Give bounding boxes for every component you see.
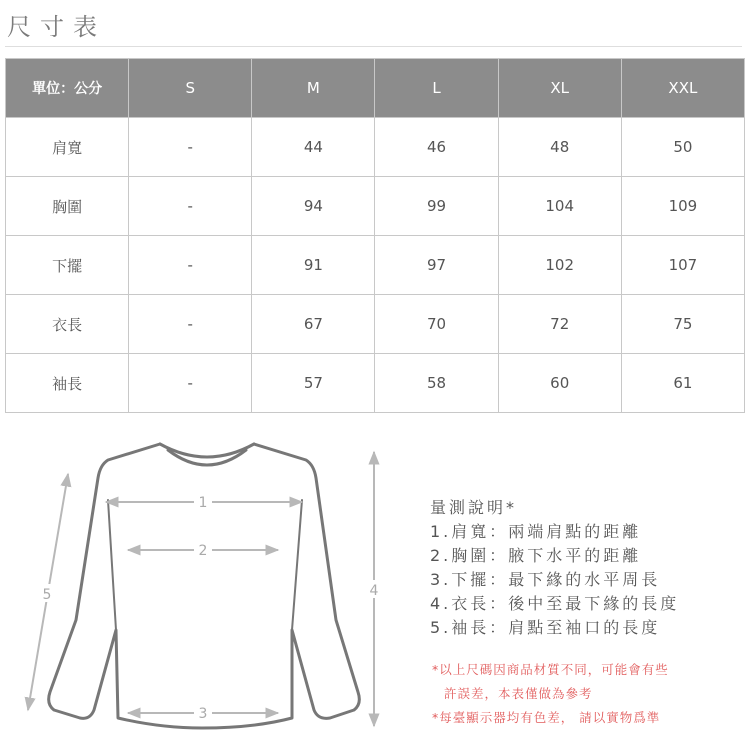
table-cell: 102 [498, 236, 621, 295]
table-cell: 75 [621, 295, 744, 354]
size-header: S [129, 59, 252, 118]
disclaimer-line: *以上尺碼因商品材質不同，可能會有些 [432, 662, 669, 677]
table-cell: 94 [252, 177, 375, 236]
table-cell: - [129, 354, 252, 413]
note-item: 1.肩寬：兩端肩點的距離 [430, 522, 642, 541]
note-item: 3.下擺：最下緣的水平周長 [430, 570, 661, 589]
size-header: L [375, 59, 498, 118]
row-label: 下擺 [6, 236, 129, 295]
table-cell: 57 [252, 354, 375, 413]
size-header: M [252, 59, 375, 118]
table-cell: 70 [375, 295, 498, 354]
table-cell: 46 [375, 118, 498, 177]
table-cell: 104 [498, 177, 621, 236]
table-cell: 97 [375, 236, 498, 295]
table-cell: 109 [621, 177, 744, 236]
garment-diagram [20, 420, 410, 750]
measurement-notes [430, 496, 740, 640]
size-header: XL [498, 59, 621, 118]
table-cell: - [129, 118, 252, 177]
marker-label: 4 [369, 583, 379, 599]
note-item: 5.袖長：肩點至袖口的長度 [430, 618, 661, 637]
unit-header: 單位：公分 [6, 59, 129, 118]
table-cell: 50 [621, 118, 744, 177]
shirt-outline [49, 444, 360, 728]
table-row [6, 354, 745, 413]
table-cell: 72 [498, 295, 621, 354]
notes-heading: 量測說明* [430, 498, 518, 517]
table-cell: 99 [375, 177, 498, 236]
table-row [6, 118, 745, 177]
row-label: 衣長 [6, 295, 129, 354]
table-header-row [6, 59, 745, 118]
note-item: 4.衣長：後中至最下緣的長度 [430, 594, 680, 613]
table-cell: 91 [252, 236, 375, 295]
table-cell: 61 [621, 354, 744, 413]
size-table [5, 58, 745, 413]
table-cell: - [129, 295, 252, 354]
marker-label: 5 [42, 587, 52, 603]
marker-label: 2 [198, 543, 208, 559]
table-cell: 60 [498, 354, 621, 413]
table-row [6, 295, 745, 354]
marker-label: 1 [198, 495, 208, 511]
table-cell: 44 [252, 118, 375, 177]
table-cell: - [129, 236, 252, 295]
table-cell: 107 [621, 236, 744, 295]
table-row [6, 236, 745, 295]
row-label: 肩寬 [6, 118, 129, 177]
row-label: 胸圍 [6, 177, 129, 236]
table-cell: 67 [252, 295, 375, 354]
marker-label: 3 [198, 706, 208, 722]
disclaimer-line: 許誤差，本表僅做為參考 [444, 686, 593, 701]
table-row [6, 177, 745, 236]
table-cell: - [129, 177, 252, 236]
page-title: 尺寸表 [7, 13, 106, 41]
disclaimer-line: *每臺顯示器均有色差， 請以實物爲準 [432, 710, 661, 725]
row-label: 袖長 [6, 354, 129, 413]
size-header: XXL [621, 59, 744, 118]
table-cell: 58 [375, 354, 498, 413]
note-item: 2.胸圍：腋下水平的距離 [430, 546, 642, 565]
table-cell: 48 [498, 118, 621, 177]
title-divider [5, 46, 742, 47]
